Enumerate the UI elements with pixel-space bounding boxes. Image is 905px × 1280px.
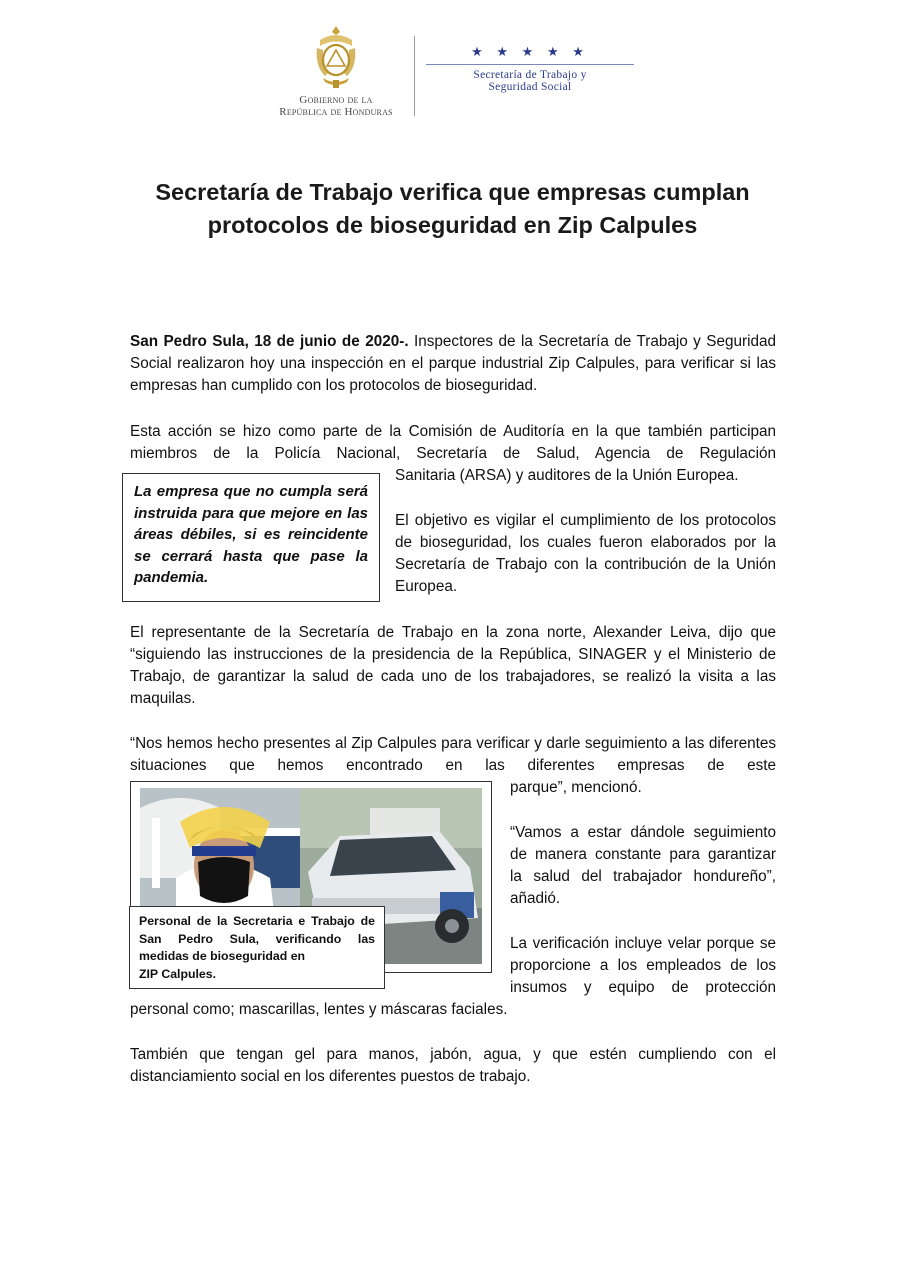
coat-of-arms-icon	[307, 22, 365, 92]
photo-caption	[129, 906, 385, 989]
secretariat-name	[426, 69, 634, 93]
paragraph-4: El representante de la Secretaría de Trabajo en la zona norte, Alexander Leiva, dijo que “siguiendo las instrucciones de la presidencia de la República, SINAGER y el Ministerio de Trabajo, de garantizar la salud de cada uno de los trabajadores, se realizó la visita a las maquilas.	[130, 624, 776, 707]
page-title	[110, 176, 795, 242]
page-title-line2: protocolos de bioseguridad en Zip Calpules	[207, 212, 698, 238]
stars-icon: ★ ★ ★ ★ ★	[471, 44, 589, 59]
dateline: San Pedro Sula, 18 de junio de 2020-.	[130, 333, 409, 350]
page-title-line1: Secretaría de Trabajo verifica que empresas cumplan	[155, 179, 750, 205]
paragraph-6: “Vamos a estar dándole seguimiento de manera constante para garantizar la salud del trabajador hondureño”, añadió.	[510, 824, 776, 907]
paragraph-7b: personal como; mascarillas, lentes y máscaras faciales.	[130, 1001, 508, 1018]
government-logo	[262, 22, 410, 118]
secretariat-rule	[426, 64, 634, 65]
pull-quote	[122, 473, 380, 602]
paragraph-8: También que tengan gel para manos, jabón, agua, y que estén cumpliendo con el distanciamiento social en los diferentes puestos de trabajo.	[130, 1046, 776, 1085]
paragraph-1	[130, 331, 776, 397]
letterhead	[0, 0, 905, 130]
government-name	[262, 94, 410, 118]
pull-quote-text: La empresa que no cumpla será instruida para que mejore en las áreas débiles, si es reincidente se cerrará hasta que pase la pandemia.	[134, 483, 368, 586]
paragraph-2b: Sanitaria (ARSA) y auditores de la Unión Europea.	[395, 467, 739, 484]
paragraph-2a: Esta acción se hizo como parte de la Comisión de Auditoría en la que también participan miembros de la Policía Nacional, Secretaría de Salud, Agencia de Regulación	[130, 423, 776, 462]
paragraph-5b: parque”, mencionó.	[510, 779, 642, 796]
secretariat-name-line2: Seguridad Social	[488, 81, 572, 93]
photo-caption-line1: Personal de la Secretaria e Trabajo de San Pedro Sula, verificando las medidas de bioseguridad en	[139, 914, 375, 963]
logo-divider	[414, 36, 415, 116]
paragraph-5a: “Nos hemos hecho presentes al Zip Calpules para verificar y darle seguimiento a las diferentes situaciones que hemos encontrado en las diferentes empresas de este	[130, 735, 776, 774]
paragraph-1-body: Inspectores de la Secretaría de Trabajo y Seguridad Social realizaron hoy una inspección en el parque industrial Zip Calpules, para verificar si las empresas han cumplido con los protocolos de bioseguridad.	[130, 333, 776, 394]
secretariat-logo	[426, 44, 634, 93]
paragraph-3: El objetivo es vigilar el cumplimiento de los protocolos de bioseguridad, los cuales fueron elaborados por la Secretaría de Trabajo con la contribución de la Unión Europea.	[395, 512, 776, 595]
photo-caption-line2: ZIP Calpules.	[139, 966, 216, 981]
paragraph-7a: La verificación incluye velar porque se proporcione a los empleados de los insumos y equipo de protección	[510, 935, 776, 996]
government-name-line2: República de Honduras	[279, 106, 393, 118]
government-name-line1: Gobierno de la	[299, 94, 373, 106]
secretariat-name-line1: Secretaría de Trabajo y	[473, 69, 587, 81]
